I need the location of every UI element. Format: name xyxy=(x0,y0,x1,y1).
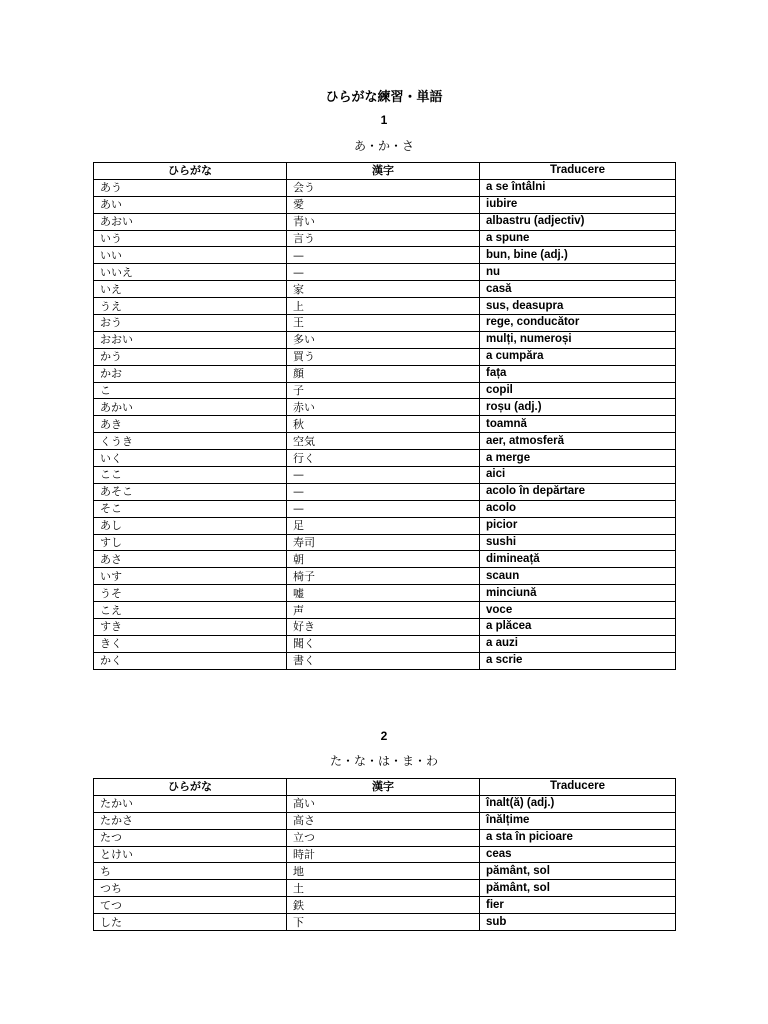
cell-hiragana: あし xyxy=(94,517,287,534)
cell-translation: copil xyxy=(480,382,676,399)
table-row xyxy=(94,619,676,636)
cell-translation: a auzi xyxy=(480,635,676,652)
table-row xyxy=(94,517,676,534)
cell-kanji: 足 xyxy=(287,517,480,534)
table-row xyxy=(94,795,676,812)
cell-kanji: 朝 xyxy=(287,551,480,568)
cell-hiragana: たつ xyxy=(94,829,287,846)
cell-translation: a sta în picioare xyxy=(480,829,676,846)
cell-translation: pământ, sol xyxy=(480,863,676,880)
table-row xyxy=(94,880,676,897)
cell-hiragana: いいえ xyxy=(94,264,287,281)
table-row xyxy=(94,179,676,196)
cell-kanji: 椅子 xyxy=(287,568,480,585)
table-row xyxy=(94,382,676,399)
cell-translation: a scrie xyxy=(480,652,676,669)
cell-kanji: 会う xyxy=(287,179,480,196)
cell-hiragana: くうき xyxy=(94,433,287,450)
cell-translation: fața xyxy=(480,365,676,382)
cell-hiragana: うえ xyxy=(94,298,287,315)
table-row xyxy=(94,348,676,365)
table-row xyxy=(94,602,676,619)
cell-translation: fier xyxy=(480,897,676,914)
cell-hiragana: いえ xyxy=(94,281,287,298)
header-translation: Traducere xyxy=(480,779,676,796)
cell-translation: aici xyxy=(480,467,676,484)
table-row xyxy=(94,331,676,348)
cell-kanji: 声 xyxy=(287,602,480,619)
cell-translation: voce xyxy=(480,602,676,619)
cell-hiragana: つち xyxy=(94,880,287,897)
cell-kanji: 子 xyxy=(287,382,480,399)
cell-hiragana: たかい xyxy=(94,795,287,812)
cell-hiragana: すし xyxy=(94,534,287,551)
vocabulary-table-2 xyxy=(93,778,676,931)
cell-hiragana: あう xyxy=(94,179,287,196)
table-row xyxy=(94,281,676,298)
cell-translation: mulți, numeroși xyxy=(480,331,676,348)
cell-hiragana: ここ xyxy=(94,467,287,484)
cell-translation: bun, bine (adj.) xyxy=(480,247,676,264)
cell-translation: ceas xyxy=(480,846,676,863)
cell-kanji: 高さ xyxy=(287,812,480,829)
cell-hiragana: した xyxy=(94,914,287,931)
table-row xyxy=(94,433,676,450)
cell-translation: albastru (adjectiv) xyxy=(480,213,676,230)
cell-translation: a merge xyxy=(480,450,676,467)
cell-kanji: — xyxy=(287,247,480,264)
cell-hiragana: あさ xyxy=(94,551,287,568)
header-kanji: 漢字 xyxy=(287,779,480,796)
cell-translation: rege, conducător xyxy=(480,315,676,332)
cell-hiragana: あおい xyxy=(94,213,287,230)
cell-kanji: 上 xyxy=(287,298,480,315)
table-row xyxy=(94,846,676,863)
table-row xyxy=(94,812,676,829)
cell-hiragana: ち xyxy=(94,863,287,880)
table-row xyxy=(94,568,676,585)
cell-hiragana: あい xyxy=(94,196,287,213)
cell-translation: aer, atmosferă xyxy=(480,433,676,450)
cell-kanji: 青い xyxy=(287,213,480,230)
cell-hiragana: おう xyxy=(94,315,287,332)
cell-hiragana: きく xyxy=(94,635,287,652)
cell-translation: scaun xyxy=(480,568,676,585)
section-2-number: 2 xyxy=(380,729,388,743)
cell-kanji: 下 xyxy=(287,914,480,931)
cell-translation: sub xyxy=(480,914,676,931)
cell-kanji: 立つ xyxy=(287,829,480,846)
table-row xyxy=(94,450,676,467)
table-row xyxy=(94,467,676,484)
cell-translation: nu xyxy=(480,264,676,281)
cell-translation: casă xyxy=(480,281,676,298)
cell-hiragana: かお xyxy=(94,365,287,382)
table-row xyxy=(94,585,676,602)
table-row xyxy=(94,264,676,281)
table-row xyxy=(94,196,676,213)
cell-translation: toamnă xyxy=(480,416,676,433)
cell-hiragana: こえ xyxy=(94,602,287,619)
table-row xyxy=(94,635,676,652)
cell-kanji: 買う xyxy=(287,348,480,365)
header-kanji: 漢字 xyxy=(287,163,480,180)
cell-kanji: 高い xyxy=(287,795,480,812)
table-row xyxy=(94,914,676,931)
cell-kanji: 書く xyxy=(287,652,480,669)
cell-translation: a cumpăra xyxy=(480,348,676,365)
cell-kanji: 時計 xyxy=(287,846,480,863)
cell-kanji: 土 xyxy=(287,880,480,897)
cell-translation: pământ, sol xyxy=(480,880,676,897)
table-header-row xyxy=(94,163,676,180)
table-row xyxy=(94,500,676,517)
table-row xyxy=(94,247,676,264)
header-translation: Traducere xyxy=(480,163,676,180)
cell-hiragana: とけい xyxy=(94,846,287,863)
cell-translation: înălțime xyxy=(480,812,676,829)
cell-hiragana: あき xyxy=(94,416,287,433)
section-1-subtitle: あ・か・さ xyxy=(353,139,414,153)
cell-translation: acolo în depărtare xyxy=(480,483,676,500)
table-row xyxy=(94,897,676,914)
cell-kanji: 多い xyxy=(287,331,480,348)
cell-kanji: 赤い xyxy=(287,399,480,416)
cell-kanji: 地 xyxy=(287,863,480,880)
cell-translation: dimineață xyxy=(480,551,676,568)
cell-hiragana: こ xyxy=(94,382,287,399)
cell-kanji: 愛 xyxy=(287,196,480,213)
cell-hiragana: うそ xyxy=(94,585,287,602)
cell-hiragana: いく xyxy=(94,450,287,467)
cell-hiragana: てつ xyxy=(94,897,287,914)
cell-kanji: 空気 xyxy=(287,433,480,450)
cell-translation: sus, deasupra xyxy=(480,298,676,315)
table-row xyxy=(94,298,676,315)
cell-translation: a spune xyxy=(480,230,676,247)
page-title: ひらがな練習・単語 xyxy=(325,90,443,105)
header-hiragana: ひらがな xyxy=(94,779,287,796)
cell-kanji: 言う xyxy=(287,230,480,247)
table-row xyxy=(94,365,676,382)
cell-hiragana: いう xyxy=(94,230,287,247)
table-row xyxy=(94,829,676,846)
table-row xyxy=(94,230,676,247)
cell-kanji: — xyxy=(287,483,480,500)
cell-kanji: 家 xyxy=(287,281,480,298)
header-hiragana: ひらがな xyxy=(94,163,287,180)
cell-kanji: 寿司 xyxy=(287,534,480,551)
cell-translation: sushi xyxy=(480,534,676,551)
table-row xyxy=(94,863,676,880)
cell-hiragana: あかい xyxy=(94,399,287,416)
section-1-number: 1 xyxy=(380,113,388,127)
cell-hiragana: かう xyxy=(94,348,287,365)
cell-kanji: 行く xyxy=(287,450,480,467)
cell-kanji: — xyxy=(287,467,480,484)
cell-translation: a plăcea xyxy=(480,619,676,636)
cell-kanji: — xyxy=(287,500,480,517)
cell-kanji: 聞く xyxy=(287,635,480,652)
cell-translation: înalt(ă) (adj.) xyxy=(480,795,676,812)
cell-kanji: 王 xyxy=(287,315,480,332)
cell-hiragana: たかさ xyxy=(94,812,287,829)
cell-hiragana: かく xyxy=(94,652,287,669)
table-header-row xyxy=(94,779,676,796)
table-row xyxy=(94,534,676,551)
cell-kanji: 鉄 xyxy=(287,897,480,914)
cell-translation: a se întâlni xyxy=(480,179,676,196)
table-row xyxy=(94,652,676,669)
table-row xyxy=(94,399,676,416)
cell-kanji: — xyxy=(287,264,480,281)
table-row xyxy=(94,315,676,332)
cell-hiragana: いす xyxy=(94,568,287,585)
cell-kanji: 嘘 xyxy=(287,585,480,602)
cell-translation: roșu (adj.) xyxy=(480,399,676,416)
vocabulary-table-1 xyxy=(93,162,676,670)
table-row xyxy=(94,483,676,500)
cell-hiragana: おおい xyxy=(94,331,287,348)
cell-kanji: 好き xyxy=(287,619,480,636)
cell-translation: minciună xyxy=(480,585,676,602)
cell-hiragana: そこ xyxy=(94,500,287,517)
cell-translation: acolo xyxy=(480,500,676,517)
cell-hiragana: いい xyxy=(94,247,287,264)
cell-translation: iubire xyxy=(480,196,676,213)
table-row xyxy=(94,213,676,230)
cell-translation: picior xyxy=(480,517,676,534)
cell-hiragana: すき xyxy=(94,619,287,636)
table-row xyxy=(94,551,676,568)
cell-kanji: 顔 xyxy=(287,365,480,382)
cell-kanji: 秋 xyxy=(287,416,480,433)
table-row xyxy=(94,416,676,433)
section-2-subtitle: た・な・は・ま・わ xyxy=(329,754,438,768)
cell-hiragana: あそこ xyxy=(94,483,287,500)
